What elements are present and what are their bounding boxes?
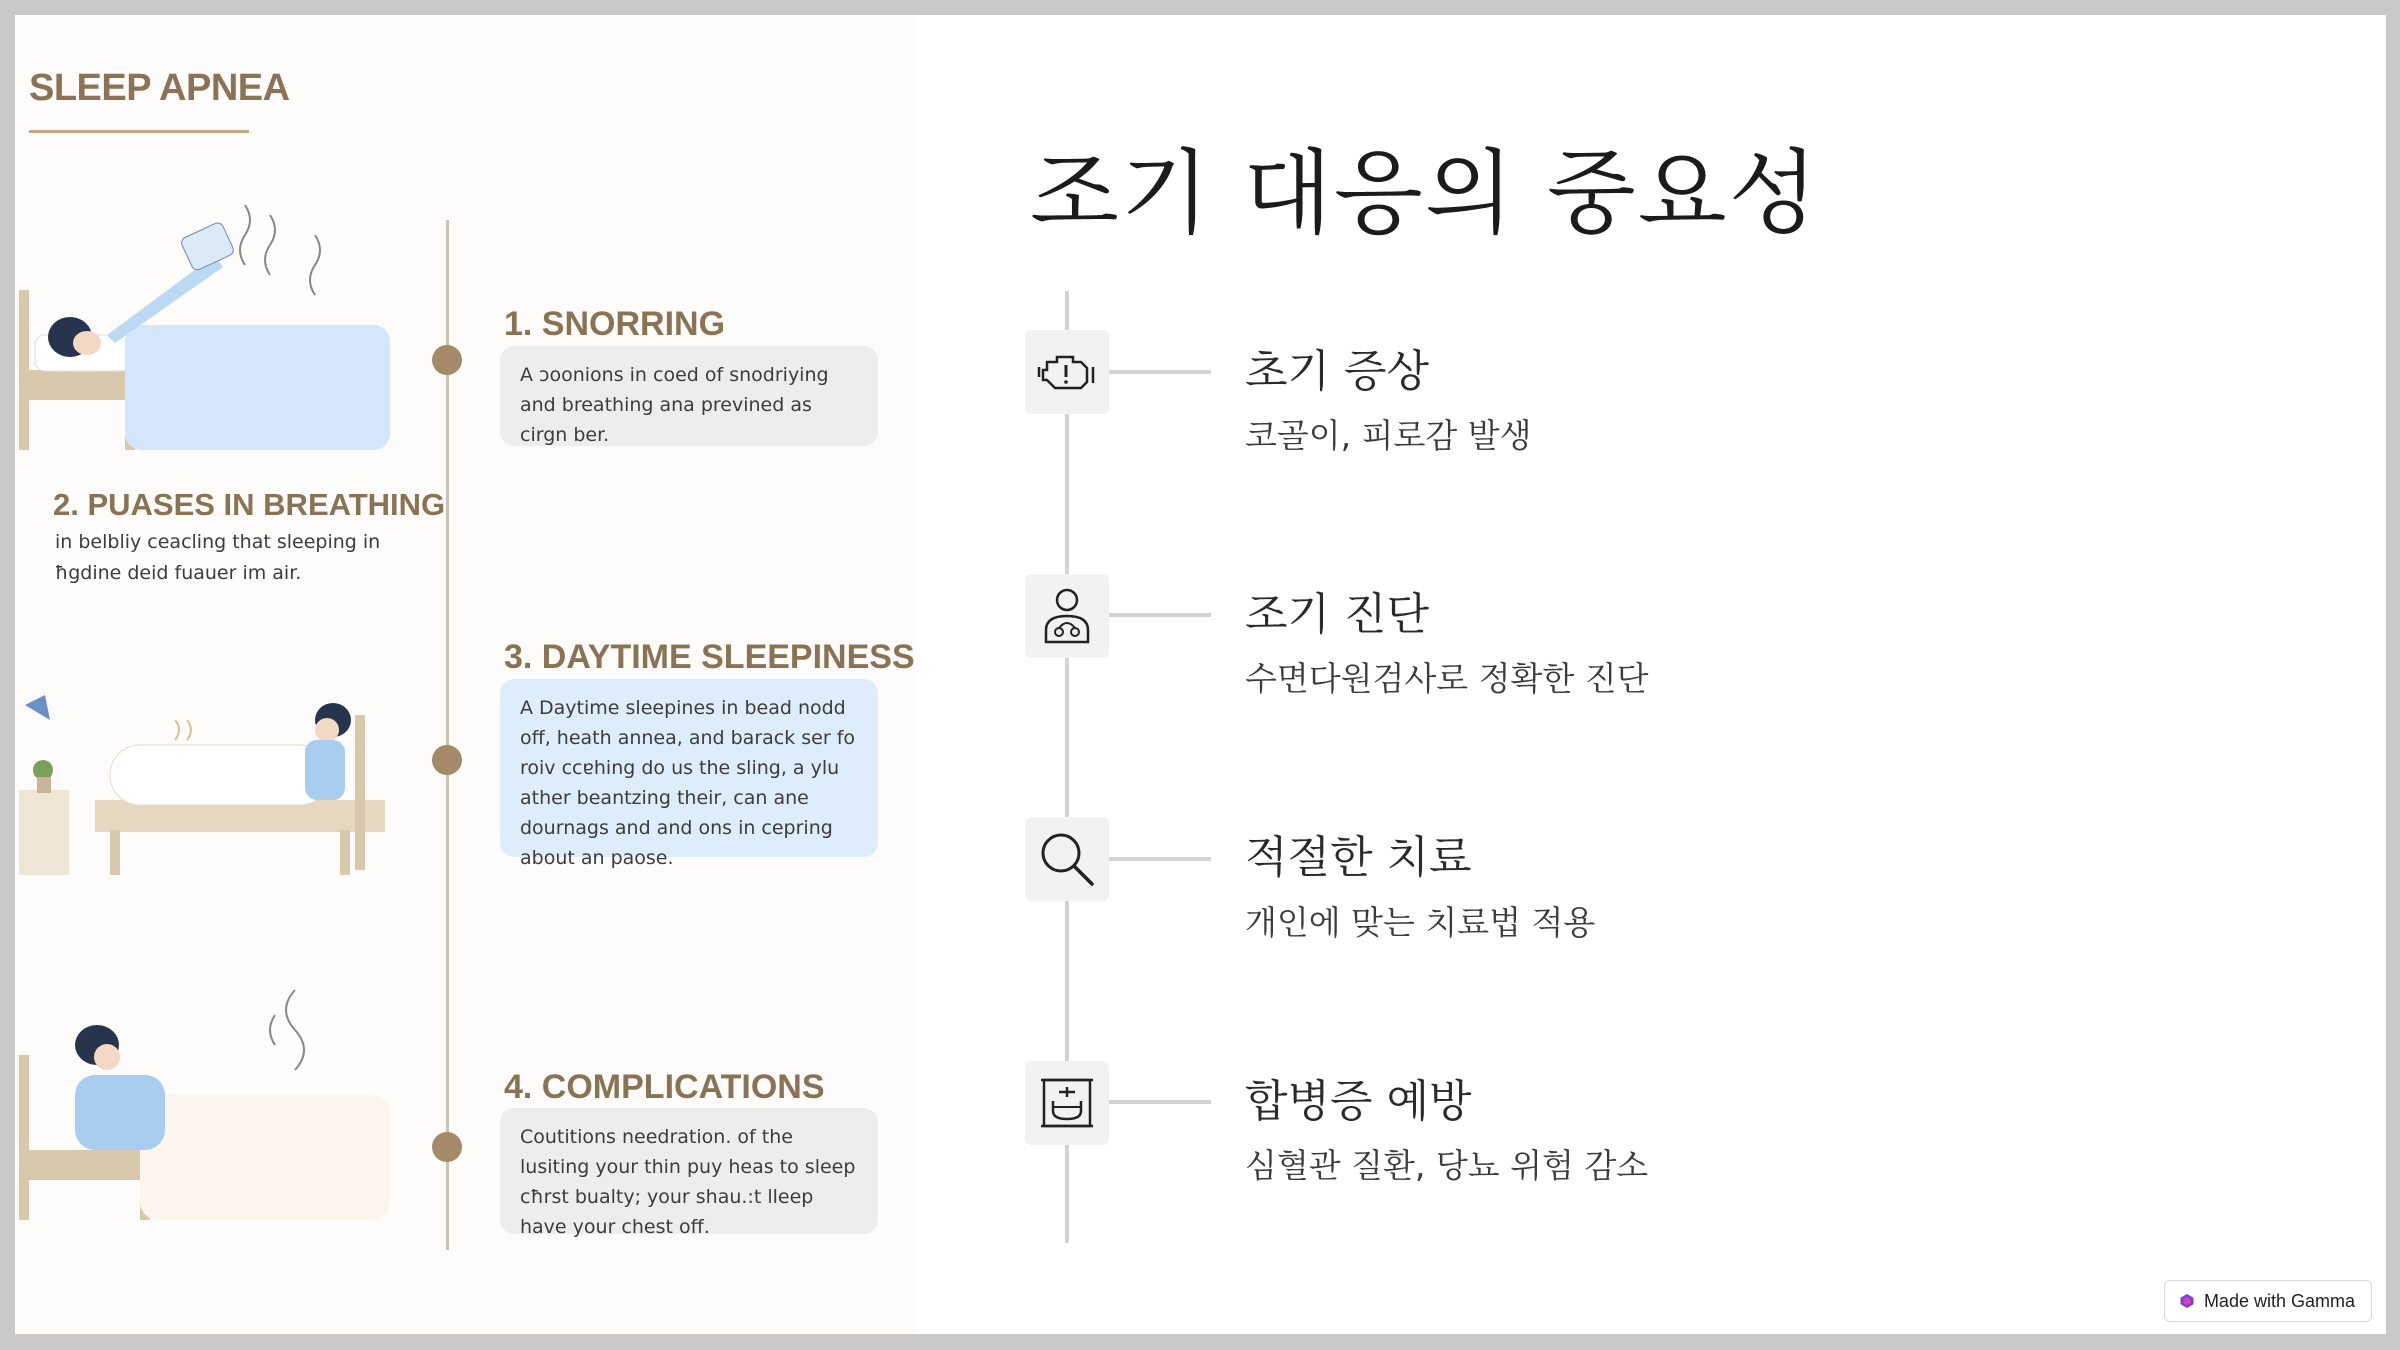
doctor-icon (1041, 586, 1093, 646)
item-title-proper-treatment: 적절한 치료 (1245, 832, 1472, 883)
item-title-early-diagnosis: 조기 진단 (1245, 589, 1430, 640)
engine-warning-icon (1037, 350, 1097, 394)
item-desc-proper-treatment: 개인에 맞는 치료법 적용 (1245, 903, 1596, 942)
snoring-sleeper-illustration (15, 195, 405, 465)
brand-underline (29, 130, 249, 133)
gamma-logo-icon (2179, 1293, 2195, 1309)
timeline-dot (432, 745, 462, 775)
timeline-icon-box (1025, 574, 1109, 658)
daytime-sleepiness-illustration (15, 675, 405, 885)
gamma-badge-label: Made with Gamma (2203, 1290, 2355, 1311)
item-title-early-symptoms: 초기 증상 (1245, 346, 1430, 397)
timeline-icon-box (1025, 817, 1109, 901)
item-desc-complication-prevention: 심혈관 질환, 당뇨 위험 감소 (1245, 1146, 1649, 1185)
step-text-snoring: A ɔoonions in coed of snodriying and breathing ana previned as cirgn ber. (500, 346, 878, 446)
timeline-connector (1109, 857, 1211, 861)
item-desc-early-symptoms: 코골이, 피로감 발생 (1245, 416, 1532, 455)
item-title-complication-prevention: 합병증 예방 (1245, 1076, 1472, 1127)
timeline-dot (432, 1132, 462, 1162)
search-icon (1038, 830, 1096, 888)
timeline-icon-box (1025, 1061, 1109, 1145)
timeline-connector (1109, 370, 1211, 374)
timeline-connector (1109, 613, 1211, 617)
step-title-pauses-in-breathing: 2. PUASES IN BREATHING (53, 487, 446, 522)
timeline-dot (432, 345, 462, 375)
complications-illustration (15, 975, 405, 1235)
made-with-gamma-badge[interactable] (2164, 1280, 2372, 1322)
slide-title: 조기 대응의 중요성 (1030, 140, 1820, 247)
item-desc-early-diagnosis: 수면다원검사로 정확한 진단 (1245, 659, 1649, 698)
slide (15, 15, 2386, 1334)
step-text-complications: Coutitions needration. of the lusiting your thin puy heas to sleep cħrst bualty; your shau.:t lleep have your chest off. (500, 1108, 878, 1234)
step-text-pauses-in-breathing: in belbliy ceacling that sleeping in ħgdine deid fuauer im air. (55, 531, 381, 584)
infographic-brand: SLEEP APNEA (29, 67, 290, 109)
hospital-icon (1039, 1075, 1095, 1131)
step-title-snoring: 1. SNORRING (504, 305, 726, 343)
timeline-icon-box (1025, 330, 1109, 414)
step-title-complications: 4. COMPLICATIONS (504, 1068, 825, 1106)
timeline-connector (1109, 1100, 1211, 1104)
sleep-apnea-infographic (15, 15, 915, 1334)
step-title-daytime-sleepiness: 3. DAYTIME SLEEPINESS (504, 638, 915, 676)
step-text-daytime-sleepiness: A Daytime sleepines in bead nodd off, heath annea, and barack ser fo roiv ccɐhing do us the sling, a ylu ather beantzing their, can ane dournags and and ons in cepring about an paose. (500, 679, 878, 857)
